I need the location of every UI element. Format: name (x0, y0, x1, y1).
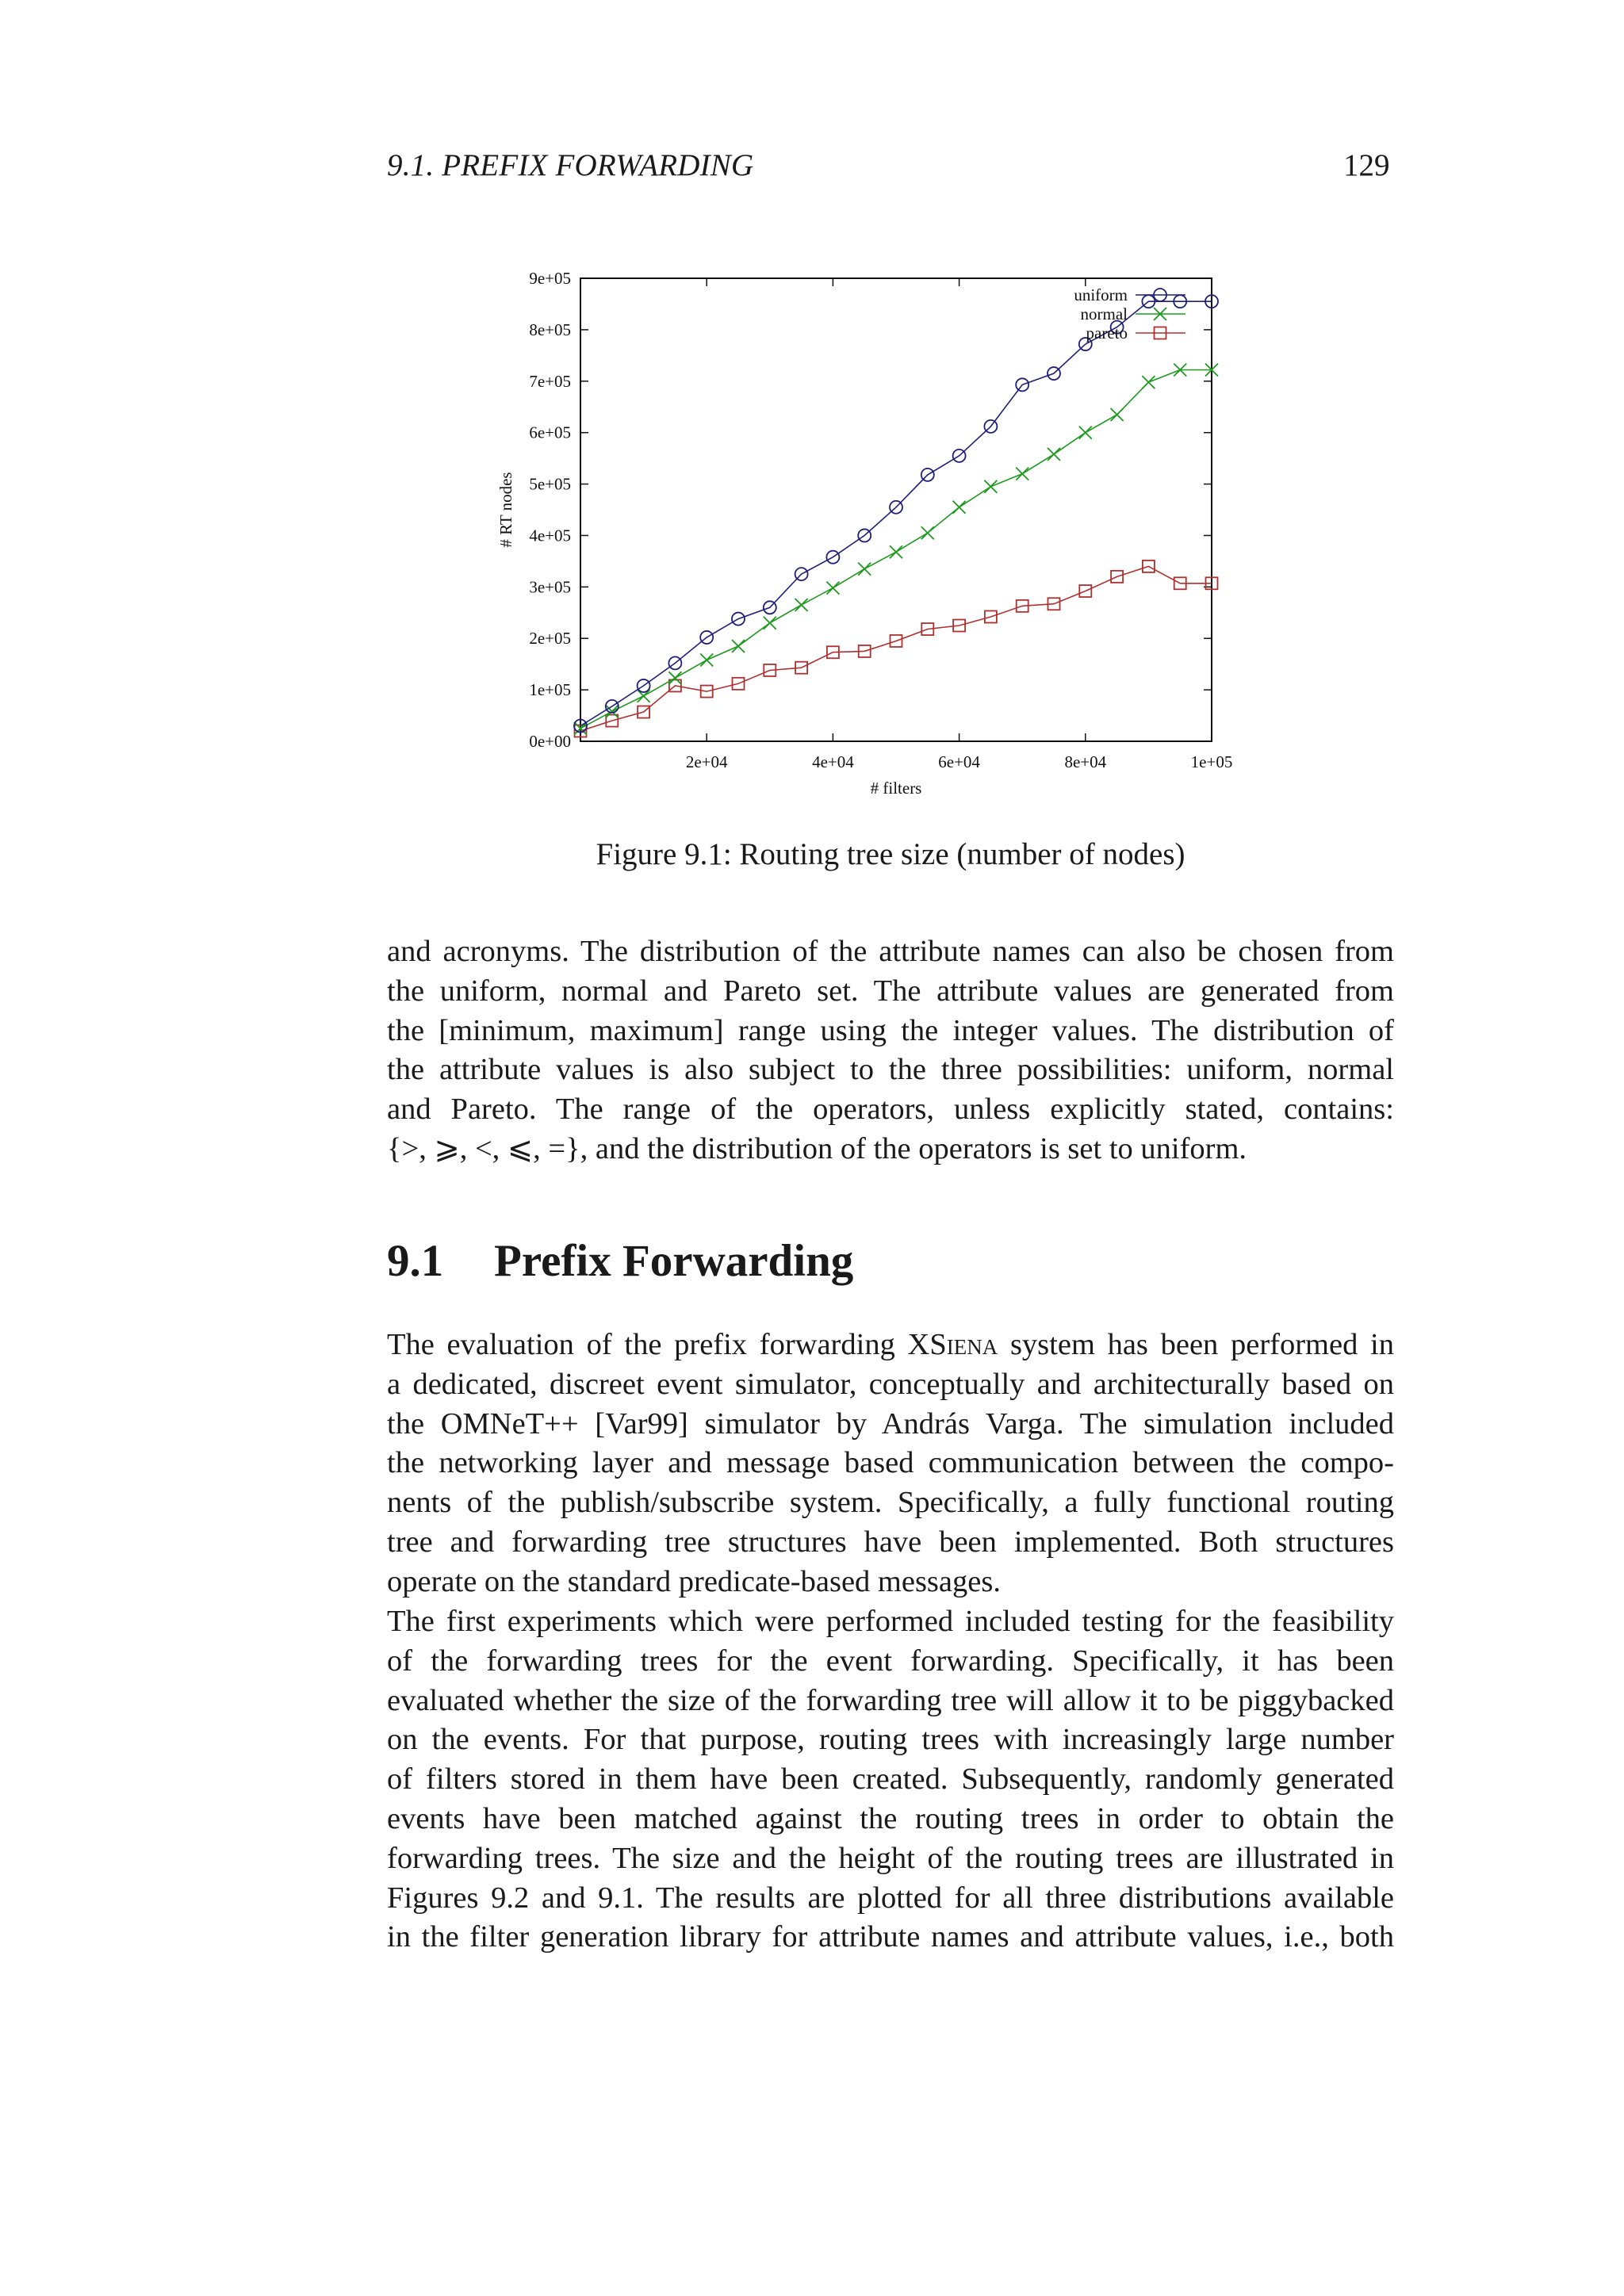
figure-caption: Figure 9.1: Routing tree size (number of nodes) (596, 837, 1185, 871)
text-line: a dedicated, discreet event simulator, conceptually and architecturally based on (387, 1367, 1394, 1401)
chart-series (574, 295, 1218, 737)
text-line: events have been matched against the routing trees in order to obtain the (387, 1801, 1394, 1835)
section-title: Prefix Forwarding (494, 1236, 854, 1286)
paragraph-intro (387, 932, 1394, 1169)
data-point (795, 599, 808, 611)
series-line (580, 370, 1212, 729)
legend-label: pareto (1086, 323, 1128, 342)
text-line: nents of the publish/subscribe system. Specifically, a fully functional routing (387, 1486, 1394, 1520)
y-tick-label: 2e+05 (529, 629, 571, 649)
series-uniform (574, 295, 1218, 732)
text-line: in the filter generation library for attribute names and attribute values, i.e., both (387, 1920, 1394, 1954)
data-point (890, 545, 902, 558)
running-header-section: 9.1. PREFIX FORWARDING (387, 148, 754, 182)
text-line: evaluated whether the size of the forwarding tree will allow it to be piggybacked (387, 1683, 1394, 1717)
text-line: the attribute values is also subject to the three possibilities: uniform, normal (387, 1053, 1394, 1087)
text-line: the OMNeT++ [Var99] simulator by András Varga. The simulation included (387, 1406, 1394, 1441)
y-tick-label: 7e+05 (529, 371, 571, 391)
data-point (1142, 376, 1155, 388)
legend-label: normal (1080, 304, 1128, 323)
text-line: of filters stored in them have been created. Subsequently, randomly generated (387, 1762, 1394, 1797)
paragraph-evaluation (387, 1326, 1394, 1602)
text-line: on the events. For that purpose, routing trees with increasingly large number (387, 1723, 1394, 1757)
text-line: the [minimum, maximum] range using the integer values. The distribution of (387, 1013, 1394, 1047)
text-line: forwarding trees. The size and the height of the routing trees are illustrated in (387, 1841, 1394, 1875)
plot-frame (580, 278, 1212, 741)
series-line (580, 566, 1212, 731)
series-pareto (575, 561, 1218, 737)
text-fragment: The evaluation of the prefix forwarding X (387, 1328, 930, 1361)
system-name-smallcaps: Siena (929, 1328, 998, 1361)
data-point (984, 480, 997, 493)
y-tick-label: 6e+05 (529, 423, 571, 442)
text-line: tree and forwarding tree structures have been implemented. Both structures (387, 1525, 1394, 1559)
y-tick-label: 1e+05 (529, 680, 571, 700)
x-axis-label: # filters (870, 779, 922, 798)
text-line: and Pareto. The range of the operators, unless explicitly stated, contains: (387, 1093, 1394, 1127)
data-point (953, 501, 966, 514)
section-heading (387, 1235, 853, 1287)
data-point (700, 653, 713, 666)
routing-tree-size-chart (476, 262, 1269, 809)
x-tick-label: 8e+04 (1064, 752, 1107, 771)
y-tick-label: 5e+05 (529, 474, 571, 494)
page-number: 129 (1343, 148, 1390, 182)
x-tick-label: 6e+04 (938, 752, 980, 771)
y-tick-label: 0e+00 (529, 732, 571, 751)
data-point (668, 672, 681, 684)
text-line: the networking layer and message based communication between the compo- (387, 1446, 1394, 1480)
section-number: 9.1 (387, 1236, 444, 1286)
text-fragment: system has been performed in (998, 1328, 1394, 1361)
data-point (764, 617, 776, 629)
text-line (387, 1326, 1394, 1365)
legend-label: uniform (1074, 285, 1128, 304)
data-point (1048, 448, 1060, 461)
paragraph-experiments (387, 1602, 1394, 1957)
text-line: and acronyms. The distribution of the attribute names can also be chosen from (387, 935, 1394, 968)
y-tick-label: 4e+05 (529, 526, 571, 545)
text-line: of the forwarding trees for the event forwarding. Specifically, it has been (387, 1644, 1394, 1678)
text-line: {>, ⩾, <, ⩽, =}, and the distribution of the operators is set to uniform. (387, 1131, 1247, 1165)
data-point (858, 563, 871, 576)
chart-axes (496, 269, 1232, 798)
x-tick-label: 1e+05 (1190, 752, 1233, 771)
y-tick-label: 9e+05 (529, 269, 571, 288)
chart-legend (1074, 285, 1185, 342)
y-axis-label: # RT nodes (496, 472, 515, 548)
data-point (1111, 408, 1124, 421)
data-point (826, 582, 839, 595)
y-tick-label: 3e+05 (529, 577, 571, 597)
data-point (1079, 427, 1092, 439)
data-point (921, 526, 934, 539)
y-tick-label: 8e+05 (529, 320, 571, 339)
text-line: The first experiments which were performed included testing for the feasibility (387, 1605, 1394, 1638)
data-point (1016, 468, 1028, 480)
x-tick-label: 2e+04 (685, 752, 728, 771)
text-line: operate on the standard predicate-based messages. (387, 1564, 1001, 1598)
text-line: Figures 9.2 and 9.1. The results are plotted for all three distributions available (387, 1881, 1394, 1915)
text-line: the uniform, normal and Pareto set. The attribute values are generated from (387, 974, 1394, 1008)
x-tick-label: 4e+04 (812, 752, 854, 771)
data-point (732, 640, 745, 652)
